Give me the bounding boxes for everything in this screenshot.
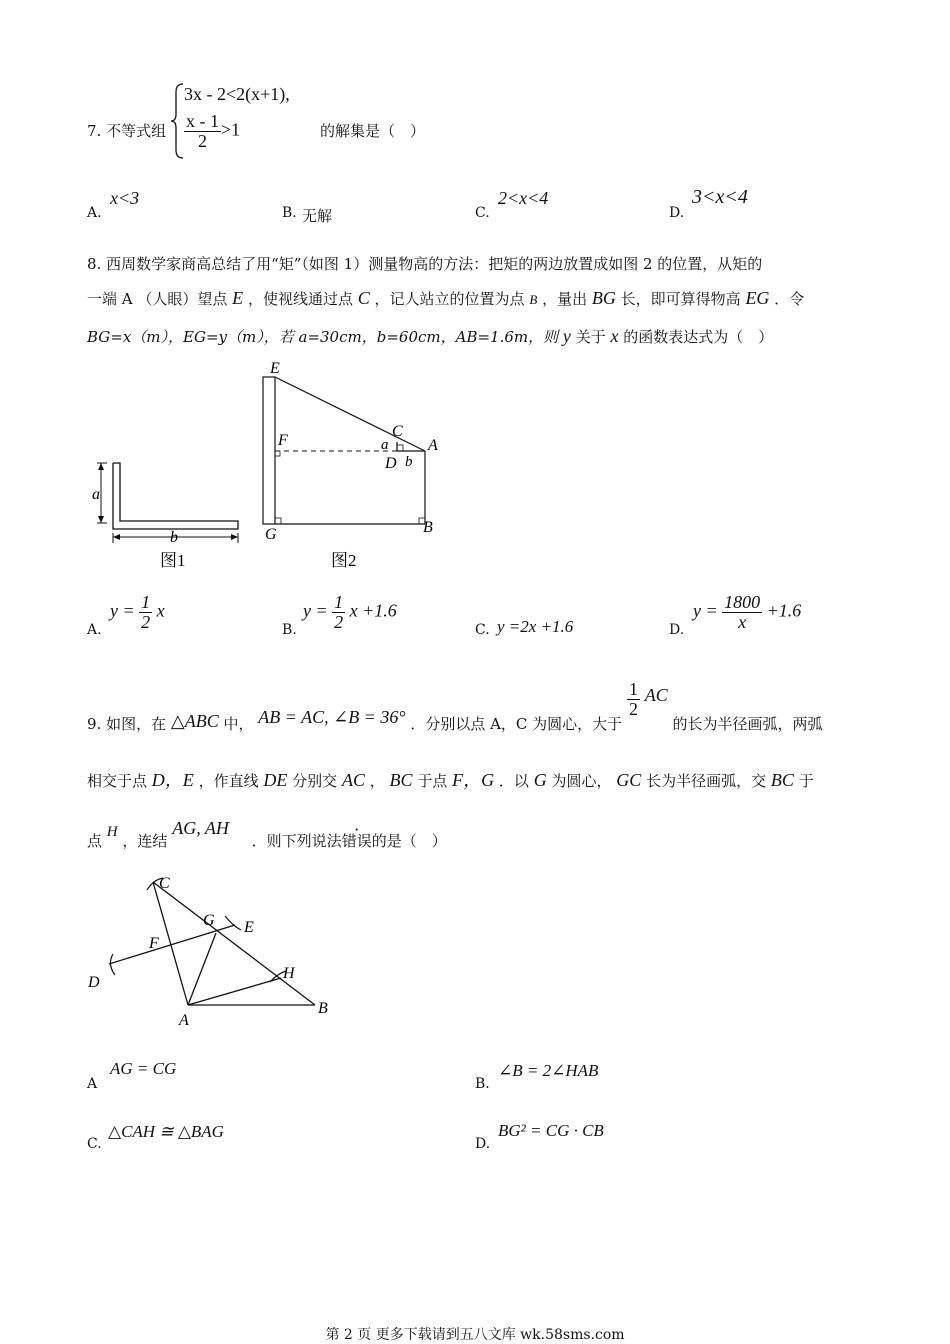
q9-frac-den: 2 — [628, 698, 638, 719]
fig2-caption: 图2 — [331, 551, 357, 570]
q8-opt-a-rhs: x — [156, 600, 165, 621]
q9-text: 点 — [87, 832, 103, 850]
q8-text: 长，即可算得物高 — [620, 290, 741, 308]
q8-figure-2 — [255, 356, 455, 576]
q8-option-c-key: C. — [475, 622, 490, 638]
fig2-label-e: E — [270, 360, 280, 377]
q9-line-2 — [87, 766, 814, 792]
q7-option-d: 3<x<4 — [692, 186, 748, 208]
q7-ineq-1: 3x - 2<2(x+1), — [184, 84, 290, 104]
q8-opt-d-num: 1800 — [724, 592, 761, 612]
fig2-label-b: B — [423, 519, 433, 536]
q9-var-gc: GC — [616, 770, 642, 790]
q9-var-bc: BC — [389, 770, 413, 790]
q7-option-c-key: C. — [475, 205, 490, 221]
q8-option-a — [110, 593, 165, 632]
q7-ineq-2 — [184, 112, 240, 151]
q9-fig-label-c: C — [159, 875, 170, 892]
q8-opt-d-rhs: +1.6 — [766, 600, 802, 621]
q9-fig-label-g: G — [203, 912, 215, 929]
q9-option-d-key: D. — [475, 1136, 491, 1152]
q9-text: 分别交 — [292, 772, 338, 790]
q9-var-de: D，E — [151, 770, 194, 790]
q9-condition: AB = AC, ∠B = 36° — [258, 707, 406, 728]
q9-var-ac: AC — [341, 770, 365, 790]
q9-text: ，连结 — [122, 832, 168, 850]
q8-option-b — [303, 593, 397, 632]
q9-text: 的长为半径画弧，两弧 — [672, 715, 823, 734]
q9-option-b: ∠B = 2∠HAB — [498, 1061, 599, 1080]
q9-fig-label-b: B — [318, 1000, 328, 1017]
q9-var-fg: F，G — [452, 770, 495, 790]
q8-option-b-key: B. — [282, 622, 297, 638]
fig2-label-a-small: a — [381, 437, 389, 453]
q8-text: 关于 — [575, 328, 606, 346]
q9-line-1 — [87, 679, 823, 734]
q8-var-x: x — [610, 326, 619, 346]
q8-var-bg: BG — [591, 288, 616, 308]
q7-option-b: 无解 — [302, 207, 333, 225]
q9-text: 中， — [223, 715, 254, 734]
q8-text: ，使视线通过点 — [247, 290, 353, 308]
q8-text: ，记人站立的位置为点 — [374, 290, 525, 308]
q7-suffix: 的解集是（ ） — [320, 122, 426, 140]
q8-var-eg: EG — [745, 288, 770, 308]
q8-opt-d-den: x — [738, 611, 747, 632]
q9-var-ac: AC — [644, 685, 668, 706]
q8-opt-b-lhs: y = — [303, 600, 328, 621]
fig1-caption: 图1 — [160, 551, 186, 570]
q7-option-a-key: A. — [87, 205, 102, 221]
fig2-label-d: D — [385, 455, 397, 472]
q7-frac-num: x - 1 — [186, 111, 219, 131]
q7-rhs: >1 — [221, 119, 241, 140]
fig2-label-f: F — [278, 432, 288, 449]
q8-var-y: y — [562, 326, 571, 346]
q9-var-bc: BC — [770, 770, 794, 790]
q9-option-c-key: C. — [87, 1136, 102, 1152]
q8-option-c: y =2x +1.6 — [497, 617, 574, 636]
q8-opt-a-lhs: y = — [110, 600, 135, 621]
q8-figure-1 — [88, 455, 248, 575]
q8-option-a-key: A. — [87, 622, 102, 638]
q8-text: BG=x（m），EG=y（m），若 a=30cm，b=60cm，AB=1.6m，则 — [87, 328, 559, 346]
q9-text: ．以 — [498, 772, 529, 790]
fig2-label-g: G — [265, 526, 277, 543]
q9-text: 9. 如图，在 — [87, 715, 167, 734]
q8-opt-a-den: 2 — [141, 611, 151, 632]
q8-text: 的函数表达式为（ ） — [623, 328, 774, 346]
q8-text: 一端 A （人眼）望点 — [87, 290, 228, 308]
q7-frac-den: 2 — [198, 130, 207, 151]
q9-emphasis: 错误 — [341, 832, 372, 850]
q8-line-3 — [87, 326, 773, 347]
q9-text: ，作直线 — [198, 772, 259, 790]
q9-text: 于点 — [417, 772, 448, 790]
q9-text: 的是（ ） — [371, 832, 447, 850]
q8-line-2 — [87, 288, 804, 309]
q9-triangle: △ABC — [170, 711, 219, 732]
q9-option-d: BG² = CG · CB — [498, 1121, 604, 1140]
q8-var-c: C — [357, 288, 370, 308]
q9-option-a-key: A — [87, 1076, 98, 1092]
q8-var-e: E — [232, 288, 244, 308]
q9-option-a: AG = CG — [110, 1059, 177, 1078]
q9-fig-label-h: H — [283, 965, 295, 982]
fig1-label-b: b — [170, 529, 178, 546]
q9-var-de-line: DE — [263, 770, 288, 790]
q8-opt-b-num: 1 — [334, 592, 344, 612]
q9-frac-num: 1 — [628, 679, 638, 699]
q8-text: ．令 — [774, 290, 805, 308]
q7-option-b-key: B. — [282, 205, 297, 221]
q9-var-h: H — [106, 824, 118, 840]
q9-text: ．则下列说法 — [251, 832, 342, 850]
fig2-label-a: A — [428, 437, 438, 454]
q9-text: 相交于点 — [87, 772, 148, 790]
q8-opt-a-num: 1 — [141, 592, 151, 612]
fig2-label-c: C — [392, 423, 403, 440]
q8-option-d-key: D. — [669, 622, 685, 638]
q9-figure — [85, 870, 345, 1035]
q9-var-g: G — [533, 770, 547, 790]
q9-text: 为圆心， — [551, 772, 612, 790]
q8-opt-b-den: 2 — [334, 611, 344, 632]
q7-option-d-key: D. — [669, 205, 685, 221]
q7-label: 7. 不等式组 — [87, 122, 167, 140]
q7-option-a: x<3 — [110, 188, 140, 208]
q9-line-3 — [87, 818, 447, 850]
q9-option-b-key: B. — [475, 1076, 490, 1092]
q9-text: ， — [369, 772, 385, 790]
q9-fig-label-e: E — [244, 919, 254, 936]
q8-line-1: 8. 西周数学家商高总结了用“矩”（如图 1）测量物高的方法：把矩的两边放置成如图 2 的位置，从矩的 — [87, 255, 763, 273]
q8-opt-d-lhs: y = — [693, 600, 718, 621]
q8-opt-b-rhs: x +1.6 — [349, 600, 397, 621]
q9-var-ag-ah: AG, AH — [172, 818, 229, 838]
q9-fig-label-f: F — [149, 935, 159, 952]
q9-text: ．分别以点 A，C 为圆心，大于 — [410, 715, 623, 734]
page-footer: 第 2 页 更多下载请到五八文库 wk.58sms.com — [325, 1327, 625, 1343]
q7-option-c: 2<x<4 — [498, 188, 549, 208]
fig2-label-b-small: b — [405, 454, 413, 470]
q9-fig-label-a: A — [179, 1012, 189, 1029]
q9-text: 于 — [798, 772, 814, 790]
q8-option-d — [693, 593, 801, 632]
q9-fig-label-d: D — [88, 974, 100, 991]
fig1-label-a: a — [92, 486, 100, 503]
q8-var-b: B — [529, 292, 538, 307]
q8-text: ，量出 — [542, 290, 588, 308]
q9-option-c: △CAH ≅ △BAG — [108, 1122, 224, 1141]
q9-text: 长为半径画弧，交 — [646, 772, 767, 790]
